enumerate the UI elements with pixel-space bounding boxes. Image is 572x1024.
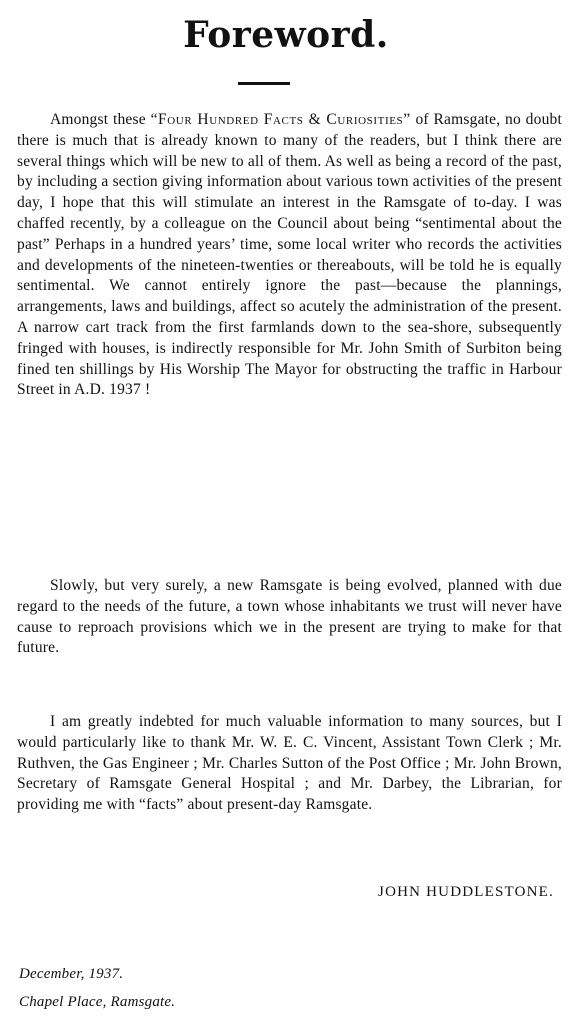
page-title: Foreword. xyxy=(183,14,389,56)
paragraph-1 xyxy=(17,110,562,401)
paragraph-2 xyxy=(17,576,562,659)
paragraph-3 xyxy=(17,712,562,816)
author-signature: JOHN HUDDLESTONE. xyxy=(378,884,554,900)
date-line: December, 1937. xyxy=(19,966,124,982)
place-line: Chapel Place, Ramsgate. xyxy=(19,994,176,1010)
paragraph-1-lead: Amongst these xyxy=(50,111,151,128)
book-title-quote: “Four Hundred Facts & Curiosities” xyxy=(150,111,411,128)
paragraph-1-text xyxy=(17,110,562,401)
title-divider xyxy=(238,82,290,85)
paragraph-3-text: I am greatly indebted for much valuable information to many sources, but I would particularly like to thank Mr. W. E. C. Vincent, Assistant Town Clerk ; Mr. Ruthven, the Gas Engineer ; Mr. Charles Sutton of the Post Office ; Mr. John Brown, Secretary of Ramsgate General Hospital ; and Mr. Darbey, the Librarian, for providing me with “facts” about present-day Ramsgate. xyxy=(17,713,562,814)
paragraph-1-body: of Ramsgate, no doubt there is much that is already known to many of the readers, but I think there are several things which will be new to all of them. As well as being a record of the past, by including a section giving information about various town activities of the present day, I hope that this will stimulate an interest in the Ramsgate of to-day. I was chaffed recently, by a colleague on the Council about being “sentimental about the past” Perhaps in a hundred years’ time, some local writer who records the activities and developments of the nineteen-twenties or thereabouts, will be told he is equally sentimental. We cannot entirely ignore the past—because the plannings, arrangements, laws and buildings, affect so acutely the administration of the present. A narrow cart track from the first farmlands down to the sea-shore, subsequently fringed with houses, is indirectly responsible for Mr. John Smith of Surbiton being fined ten shillings by His Worship The Mayor for obstructing the traffic in Harbour Street in A.D. 1937 ! xyxy=(17,111,562,399)
paragraph-2-text: Slowly, but very surely, a new Ramsgate is being evolved, planned with due regard to the needs of the future, a town whose inhabitants we trust will never have cause to reproach provisions which we in the present are trying to make for that future. xyxy=(17,577,562,657)
